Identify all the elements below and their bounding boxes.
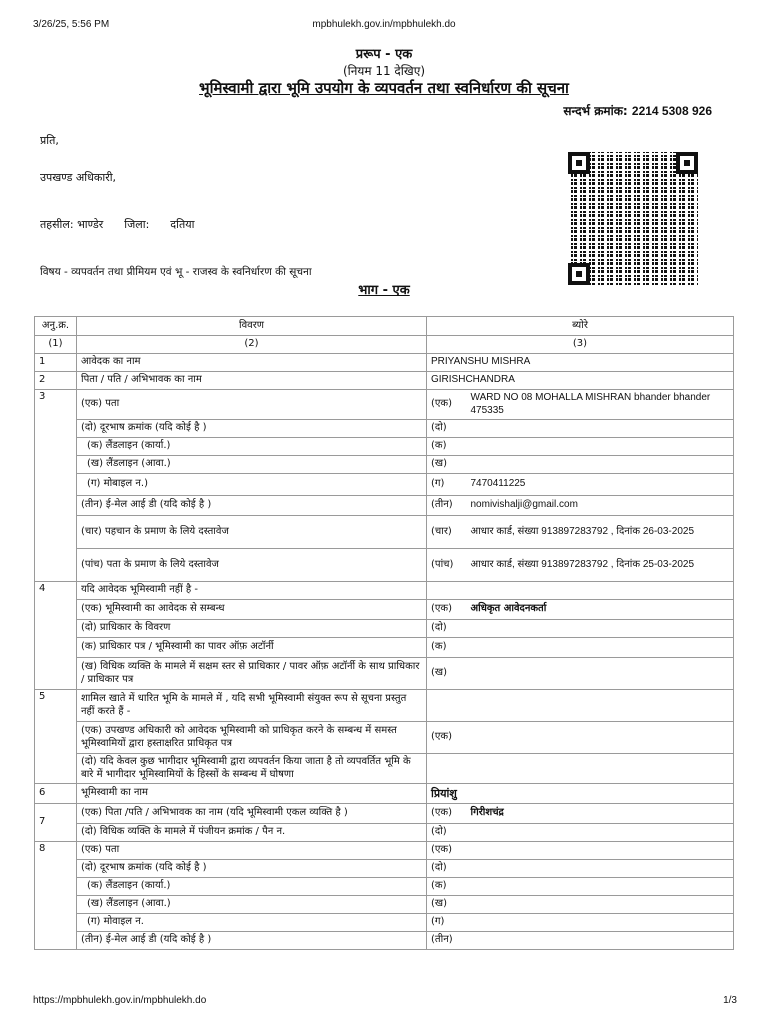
print-header-datetime: 3/26/25, 5:56 PM xyxy=(33,19,110,30)
row-value xyxy=(427,582,734,600)
row-marker: (ख) xyxy=(427,456,467,474)
row-description: (ख) विधिक व्यक्ति के मामले में सक्षम स्तर से प्राधिकार / पावर ऑफ़ अटॉर्नी के साथ प्राधिकार / प्राधिकार पत्र xyxy=(77,658,427,690)
table-row xyxy=(35,456,734,474)
row-value xyxy=(427,690,734,722)
reference-label: सन्दर्भ क्रमांक: xyxy=(563,104,628,118)
row-value xyxy=(467,896,734,914)
row-description: (चार) पहचान के प्रमाण के लिये दस्तावेज xyxy=(77,516,427,549)
table-row xyxy=(35,842,734,860)
table-row xyxy=(35,932,734,950)
row-value xyxy=(427,754,734,784)
row-marker: (तीन) xyxy=(427,932,467,950)
table-row xyxy=(35,496,734,516)
row-value xyxy=(467,658,734,690)
part-title: भाग - एक xyxy=(358,283,410,298)
table-row xyxy=(35,549,734,582)
row-description: (एक) पता xyxy=(77,842,427,860)
row-value xyxy=(467,638,734,658)
row-serial: 5 xyxy=(35,690,77,784)
colnum-1: (1) xyxy=(35,336,77,354)
table-row xyxy=(35,722,734,754)
row-marker: (दो) xyxy=(427,824,467,842)
table-row xyxy=(35,620,734,638)
row-value: आधार कार्ड, संख्या 913897283792 , दिनांक 26-03-2025 xyxy=(467,516,734,549)
row-description: (दो) विधिक व्यक्ति के मामले में पंजीयन क्रमांक / पैन न. xyxy=(77,824,427,842)
table-row xyxy=(35,804,734,824)
row-description: (क) प्राधिकार पत्र / भूमिस्वामी का पावर ऑफ़ अटॉर्नी xyxy=(77,638,427,658)
row-value xyxy=(467,420,734,438)
row-marker: (ख) xyxy=(427,896,467,914)
table-row xyxy=(35,860,734,878)
form-number: प्ररूप - एक xyxy=(355,47,413,62)
row-description: (ग) मोबाइल न.) xyxy=(77,474,427,496)
row-description: (तीन) ई-मेल आई डी (यदि कोई है ) xyxy=(77,496,427,516)
subject-line: विषय - व्यपवर्तन तथा प्रीमियम एवं भू - राजस्व के स्वनिर्धारण की सूचना xyxy=(40,266,312,278)
row-description: (ख) लैंडलाइन (आवा.) xyxy=(77,896,427,914)
row-marker: (पांच) xyxy=(427,549,467,582)
print-footer-page: 1/3 xyxy=(723,995,737,1006)
colnum-2: (2) xyxy=(77,336,427,354)
row-value xyxy=(467,842,734,860)
row-value: 7470411225 xyxy=(467,474,734,496)
row-marker: (एक) xyxy=(427,804,467,824)
row-description: यदि आवेदक भूमिस्वामी नहीं है - xyxy=(77,582,427,600)
row-serial: 8 xyxy=(35,842,77,950)
row-description: (दो) यदि केवल कुछ भागीदार भूमिस्वामी द्वारा व्यपवर्तन किया जाता है तो व्यपवर्तित भूमि के बारे में भागीदार भूमिस्वामियों के हिस्सों के सम्बन्ध में घोषणा xyxy=(77,754,427,784)
row-marker: (तीन) xyxy=(427,496,467,516)
row-value: अधिकृत आवेदनकर्ता xyxy=(467,600,734,620)
rule-reference: (नियम 11 देखिए) xyxy=(342,64,426,78)
row-serial: 6 xyxy=(35,784,77,804)
table-row xyxy=(35,582,734,600)
address-tehsil-district xyxy=(40,217,195,232)
row-value: प्रियांशु xyxy=(427,784,734,804)
header-serial: अनु.क्र. xyxy=(35,317,77,336)
row-value: आधार कार्ड, संख्या 913897283792 , दिनांक 25-03-2025 xyxy=(467,549,734,582)
table-row xyxy=(35,896,734,914)
tehsil-label: तहसील: xyxy=(40,218,74,231)
district-label: जिला: xyxy=(124,218,150,231)
table-row xyxy=(35,638,734,658)
row-marker: (एक) xyxy=(427,722,467,754)
row-description: (ख) लैंडलाइन (आवा.) xyxy=(77,456,427,474)
reference-value: 2214 5308 926 xyxy=(631,104,712,118)
table-row xyxy=(35,474,734,496)
district-value: दतिया xyxy=(170,218,195,231)
row-value xyxy=(467,932,734,950)
row-description: (दो) दूरभाष क्रमांक (यदि कोई है ) xyxy=(77,420,427,438)
row-description: आवेदक का नाम xyxy=(77,354,427,372)
row-value xyxy=(467,438,734,456)
row-marker: (एक) xyxy=(427,390,467,420)
row-value xyxy=(467,860,734,878)
row-marker: (क) xyxy=(427,638,467,658)
table-row xyxy=(35,600,734,620)
row-description: भूमिस्वामी का नाम xyxy=(77,784,427,804)
row-serial: 4 xyxy=(35,582,77,690)
row-value: nomivishalji@gmail.com xyxy=(467,496,734,516)
row-value: PRIYANSHU MISHRA xyxy=(427,354,734,372)
row-marker: (चार) xyxy=(427,516,467,549)
row-description: (एक) भूमिस्वामी का आवेदक से सम्बन्ध xyxy=(77,600,427,620)
table-row xyxy=(35,784,734,804)
row-description: (दो) दूरभाष क्रमांक (यदि कोई है ) xyxy=(77,860,427,878)
row-description: (तीन) ई-मेल आई डी (यदि कोई है ) xyxy=(77,932,427,950)
row-description: (क) लैंडलाइन (कार्या.) xyxy=(77,878,427,896)
table-row xyxy=(35,354,734,372)
row-value xyxy=(467,914,734,932)
table-row xyxy=(35,390,734,420)
row-description: शामिल खाते में धारित भूमि के मामले में , यदि सभी भूमिस्वामी संयुक्त रूप से सूचना प्रस्तुत नहीं करते हैं - xyxy=(77,690,427,722)
address-to: प्रति, xyxy=(40,134,59,147)
row-description: (एक) पता xyxy=(77,390,427,420)
document-title: भूमिस्वामी द्वारा भूमि उपयोग के व्यपवर्तन तथा स्वनिर्धारण की सूचना xyxy=(199,79,569,97)
row-serial: 3 xyxy=(35,390,77,582)
row-marker: (ग) xyxy=(427,474,467,496)
row-marker: (क) xyxy=(427,438,467,456)
qr-code xyxy=(568,152,698,285)
row-value xyxy=(467,824,734,842)
row-description: (पांच) पता के प्रमाण के लिये दस्तावेज xyxy=(77,549,427,582)
header-description: विवरण xyxy=(77,317,427,336)
row-description: (क) लैंडलाइन (कार्या.) xyxy=(77,438,427,456)
row-serial: 1 xyxy=(35,354,77,372)
table-row xyxy=(35,438,734,456)
table-row xyxy=(35,878,734,896)
row-marker: (दो) xyxy=(427,420,467,438)
header-details: ब्योरे xyxy=(427,317,734,336)
table-header-row xyxy=(35,317,734,336)
print-header-url: mpbhulekh.gov.in/mpbhulekh.do xyxy=(312,19,456,30)
row-value: GIRISHCHANDRA xyxy=(427,372,734,390)
row-description: (एक) पिता /पति / अभिभावक का नाम (यदि भूमिस्वामी एकल व्यक्ति है ) xyxy=(77,804,427,824)
table-row xyxy=(35,516,734,549)
row-serial: 2 xyxy=(35,372,77,390)
row-description: (दो) प्राधिकार के विवरण xyxy=(77,620,427,638)
row-marker: (दो) xyxy=(427,620,467,638)
row-value: WARD NO 08 MOHALLA MISHRAN bhander bhander 475335 xyxy=(467,390,734,420)
table-row xyxy=(35,372,734,390)
table-row xyxy=(35,420,734,438)
row-value xyxy=(467,620,734,638)
row-marker: (एक) xyxy=(427,842,467,860)
row-description: (ग) मोवाइल न. xyxy=(77,914,427,932)
address-officer: उपखण्ड अधिकारी, xyxy=(40,171,117,184)
row-marker: (क) xyxy=(427,878,467,896)
reference-number xyxy=(563,102,712,119)
table-row xyxy=(35,914,734,932)
row-value: गिरीशचंद्र xyxy=(467,804,734,824)
row-value xyxy=(467,878,734,896)
tehsil-value: भाण्डेर xyxy=(77,218,104,231)
row-description: (एक) उपखण्ड अधिकारी को आवेदक भूमिस्वामी को प्राधिकृत करने के सम्बन्ध में समस्त भूमिस्वामियों द्वारा हस्ताक्षरित प्राधिकृत पत्र xyxy=(77,722,427,754)
row-marker: (दो) xyxy=(427,860,467,878)
table-row xyxy=(35,754,734,784)
colnum-3: (3) xyxy=(427,336,734,354)
row-serial: 7 xyxy=(35,804,77,842)
row-description: पिता / पति / अभिभावक का नाम xyxy=(77,372,427,390)
table-row xyxy=(35,690,734,722)
row-value xyxy=(467,722,734,754)
row-marker: (एक) xyxy=(427,600,467,620)
print-footer-url: https://mpbhulekh.gov.in/mpbhulekh.do xyxy=(33,995,207,1006)
row-marker: (ग) xyxy=(427,914,467,932)
row-value xyxy=(467,456,734,474)
table-row xyxy=(35,658,734,690)
details-table xyxy=(34,316,734,950)
table-row xyxy=(35,824,734,842)
table-colnum-row xyxy=(35,336,734,354)
row-marker: (ख) xyxy=(427,658,467,690)
